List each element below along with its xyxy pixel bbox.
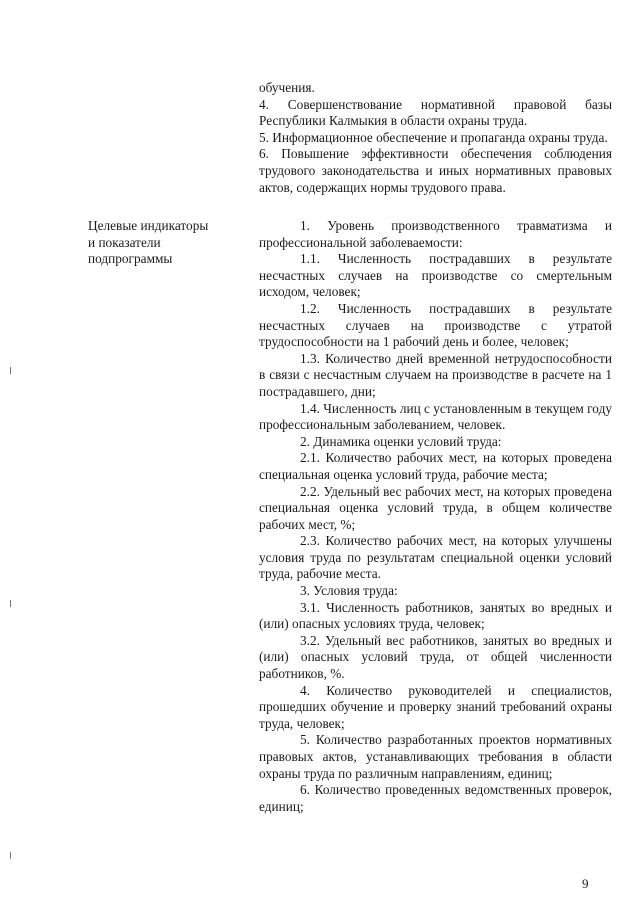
indicator-item: 4. Количество руководителей и специалистов, прошедших обучение и проверку знаний требований охраны труда, человек; [259, 682, 612, 731]
indicator-item: 2. Динамика оценки условий труда: [300, 433, 502, 449]
section-label [88, 218, 248, 268]
section-label-line: и показатели [88, 234, 161, 250]
binding-mark [10, 600, 11, 607]
goals-continuation [259, 80, 612, 196]
binding-mark [10, 367, 11, 374]
section-label-line: Целевые индикаторы [88, 218, 209, 233]
indicator-item: 1.4. Численность лиц с установленным в текущем году профессиональным заболеванием, человек. [259, 400, 612, 433]
section-label-line: подпрограммы [88, 251, 173, 267]
page-number: 9 [582, 876, 589, 891]
goal-item: 4. Совершенствование нормативной правовой базы Республики Калмыкия в области охраны труда. [259, 96, 612, 129]
indicator-item: 3.1. Численность работников, занятых во вредных и (или) опасных условиях труда, человек; [259, 599, 612, 632]
goal-item: 5. Информационное обеспечение и пропаганда охраны труда. [259, 129, 608, 145]
goal-line: обучения. [259, 80, 315, 95]
goal-item: 6. Повышение эффективности обеспечения соблюдения трудового законодательства и иных нормативных правовых актов, содержащих нормы трудового права. [259, 146, 612, 195]
indicator-item: 5. Количество разработанных проектов нормативных правовых актов, устанавливающих требования в области охраны труда по различным направлениям, единиц; [259, 732, 612, 781]
indicator-item: 2.1. Количество рабочих мест, на которых проведена специальная оценка условий труда, рабочие места; [259, 450, 612, 482]
indicators-list [259, 218, 612, 815]
indicator-item: 6. Количество проведенных ведомственных проверок, единиц; [259, 782, 612, 814]
indicator-item: 1. Уровень производственного травматизма и профессиональной заболеваемости: [259, 218, 612, 250]
indicator-item: 2.3. Количество рабочих мест, на которых улучшены условия труда по результатам специальной оценки условий труда, рабочие места. [259, 533, 612, 582]
indicator-item: 1.2. Численность пострадавших в результате несчастных случаев на производстве с утратой трудоспособности на 1 рабочий день и более, человек; [259, 300, 612, 350]
binding-mark [10, 852, 11, 859]
indicator-item: 2.2. Удельный вес рабочих мест, на которых проведена специальная оценка условий труда, в общем количестве рабочих мест, %; [259, 483, 612, 532]
indicator-item: 1.1. Численность пострадавших в результате несчастных случаев на производстве со смертельным исходом, человек; [259, 251, 612, 300]
indicator-item: 3. Условия труда: [300, 583, 398, 599]
indicator-item: 1.3. Количество дней временной нетрудоспособности в связи с несчастным случаем на производстве в расчете на 1 пострадавшего, дни; [259, 350, 612, 399]
indicator-item: 3.2. Удельный вес работников, занятых во вредных и (или) опасных условий труда, от общей численности работников, %. [259, 632, 612, 682]
